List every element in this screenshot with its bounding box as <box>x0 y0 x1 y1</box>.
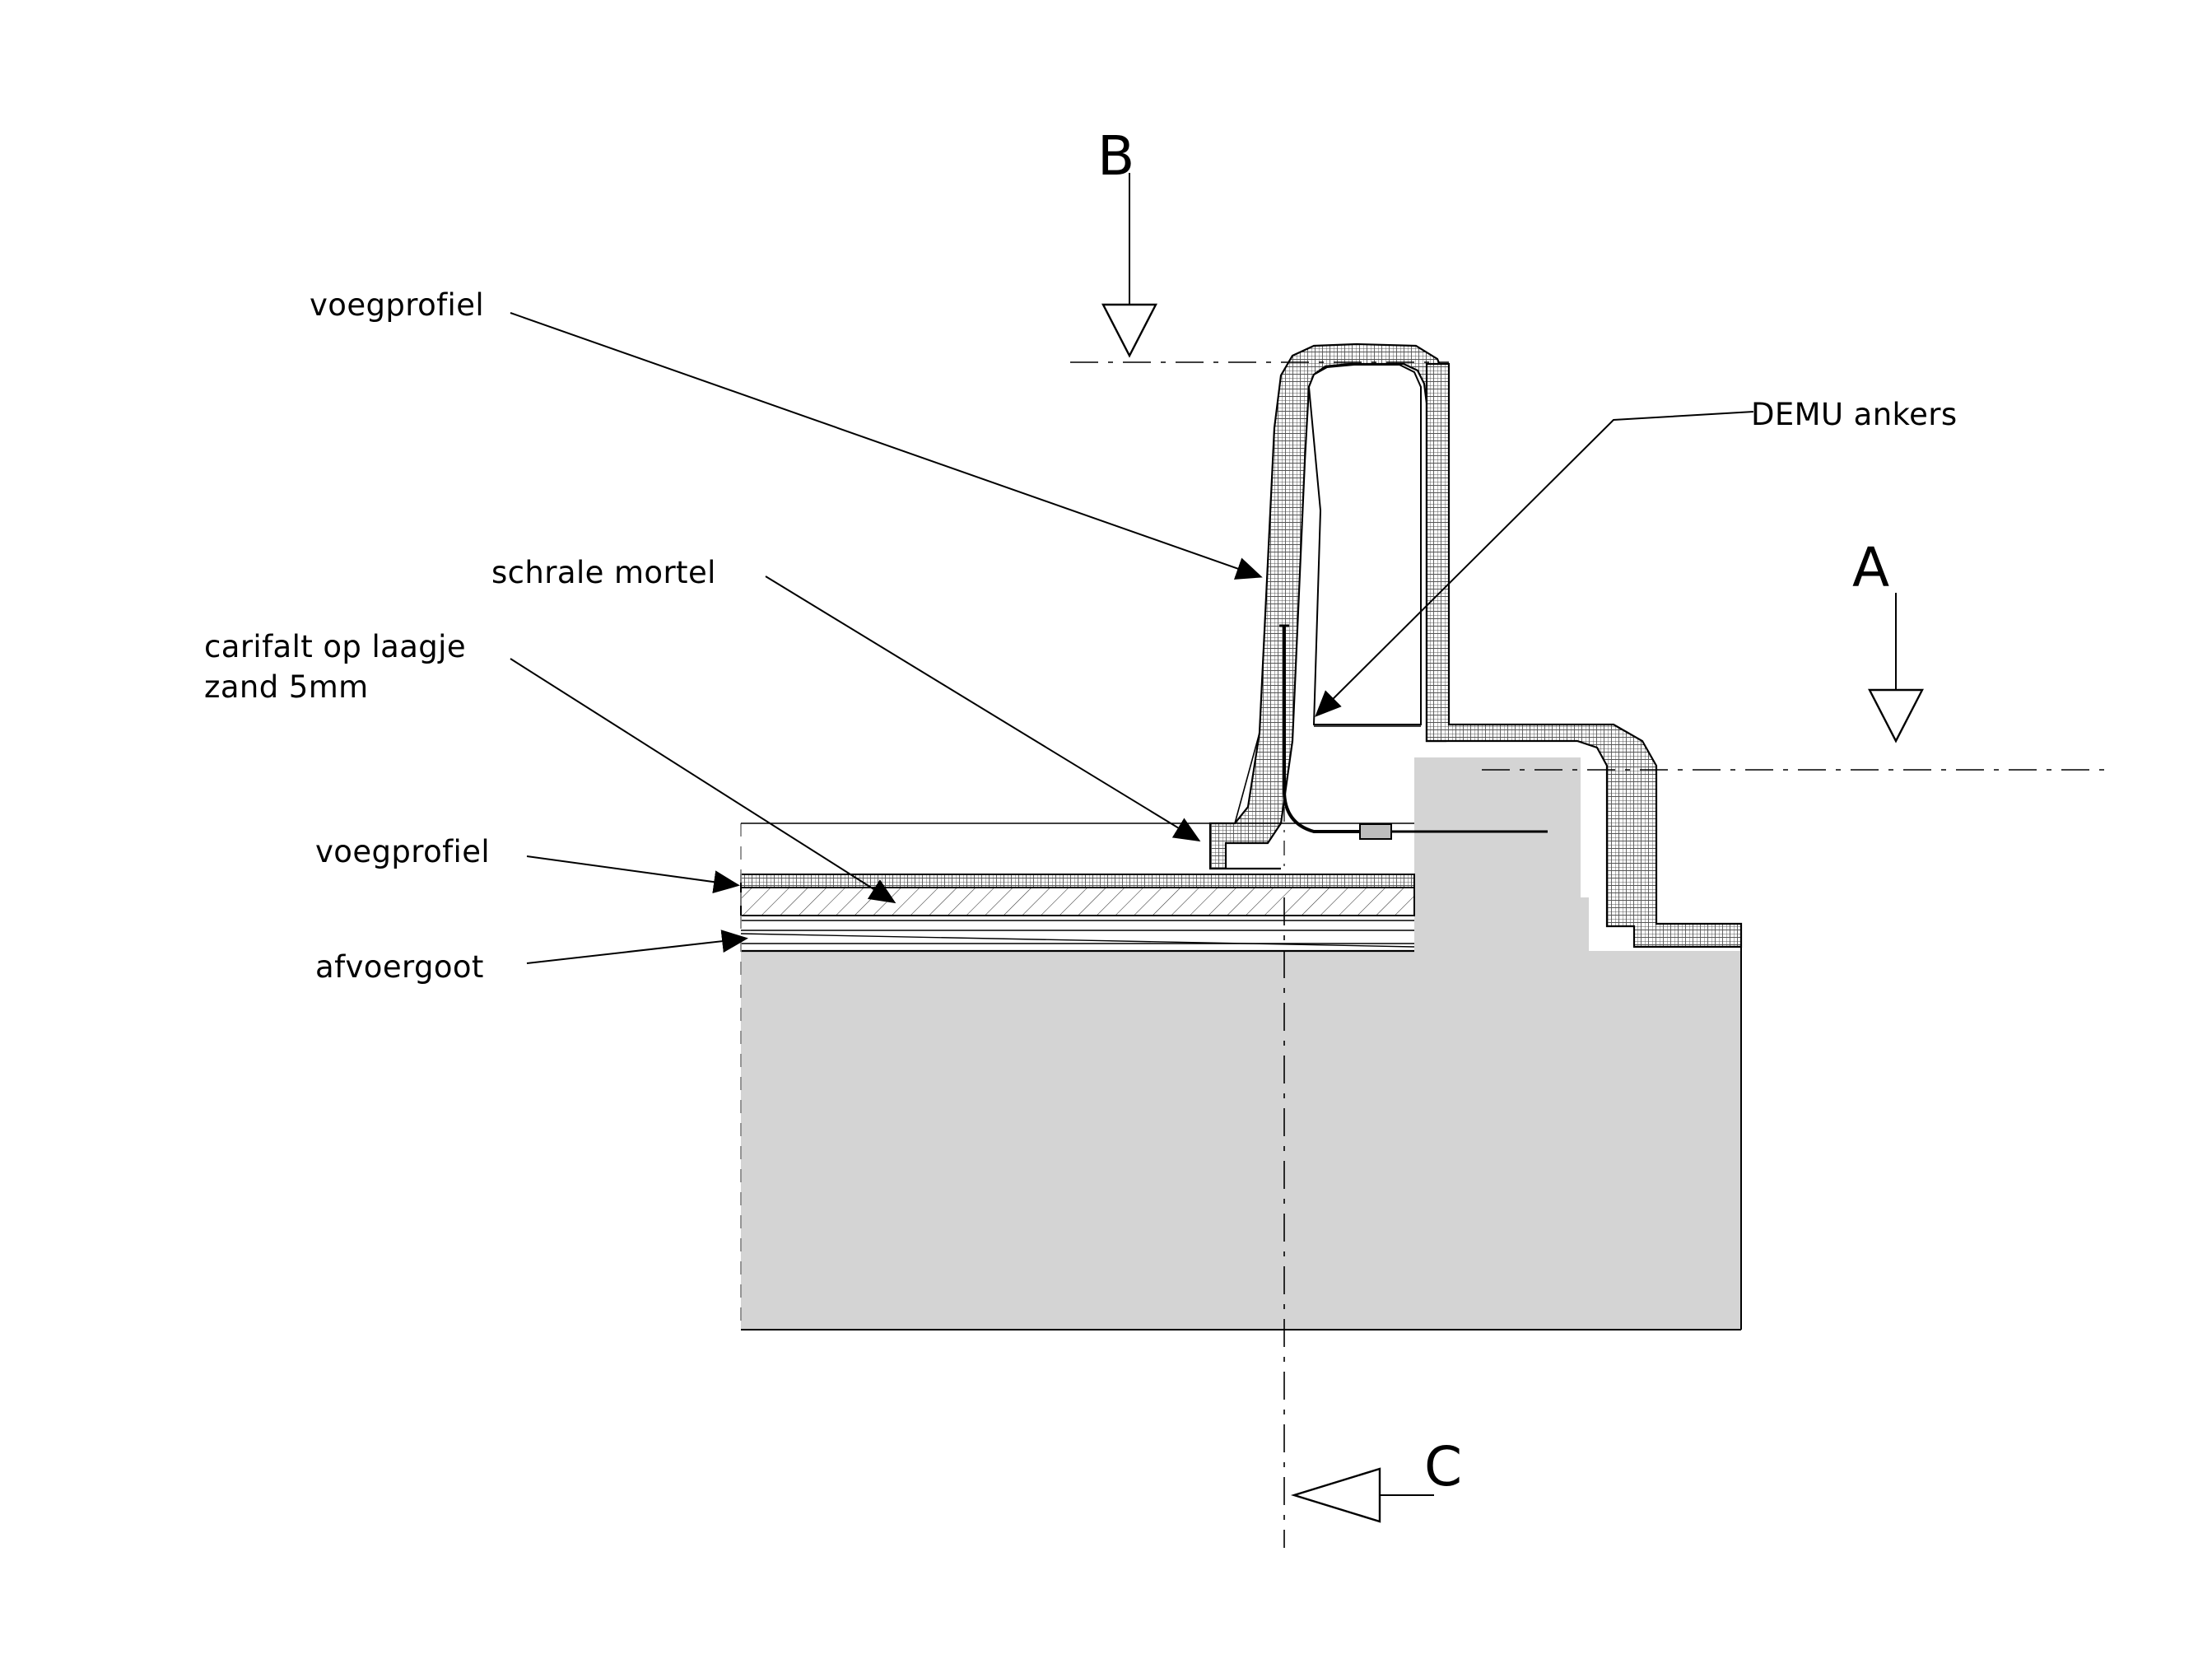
annotation-voegprofiel-bottom: voegprofiel <box>315 834 491 869</box>
section-mark-c-label: C <box>1424 1435 1464 1498</box>
concrete-block-upper <box>1414 757 1581 929</box>
section-a-arrow <box>1870 690 1922 741</box>
leader-voegprofiel-bottom <box>527 856 737 885</box>
annotation-afvoergoot: afvoergoot <box>315 949 484 985</box>
voegprofiel-strip <box>741 874 1414 888</box>
annotation-carifalt: carifalt op laagje <box>204 629 466 664</box>
leader-voegprofiel-top <box>510 313 1260 576</box>
upstand-cavity <box>1309 365 1421 725</box>
leader-schrale-mortel <box>766 576 1198 840</box>
section-mark-b-label: B <box>1097 124 1136 188</box>
section-c-arrow <box>1294 1469 1380 1522</box>
annotation-demu-ankers: DEMU ankers <box>1751 397 1958 432</box>
demu-anker-sleeve <box>1360 824 1391 839</box>
annotation-voegprofiel-top: voegprofiel <box>310 287 485 323</box>
carifalt-layer <box>741 888 1414 916</box>
annotation-carifalt-line2: zand 5mm <box>204 669 369 705</box>
annotation-schrale-mortel: schrale mortel <box>491 555 716 590</box>
afvoergoot-slope <box>741 934 1414 947</box>
leader-afvoergoot <box>527 939 745 963</box>
concrete-deck <box>741 897 1741 1330</box>
section-mark-a-label: A <box>1852 536 1891 599</box>
leader-carifalt <box>510 659 893 902</box>
section-b-arrow <box>1103 305 1156 356</box>
